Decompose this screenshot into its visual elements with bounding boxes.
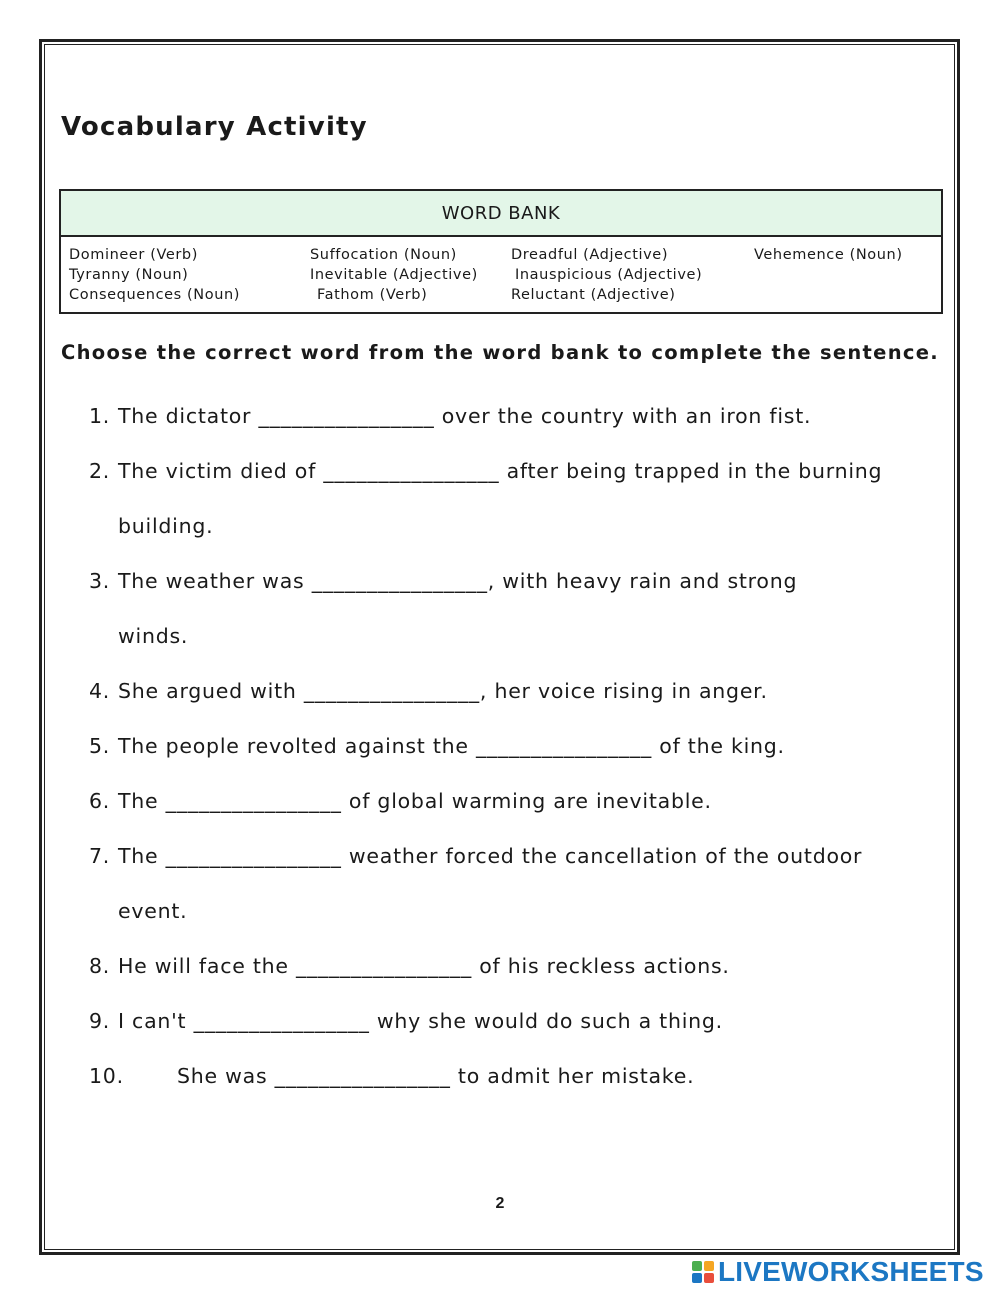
- question-text: She argued with ________________, her voice rising in anger.: [118, 679, 768, 703]
- question-text: I can't ________________ why she would do such a thing.: [118, 1009, 723, 1033]
- question-text: The ________________ of global warming are inevitable.: [118, 789, 712, 813]
- question-number: 10.: [89, 1064, 124, 1088]
- word-bank-item: Tyranny (Noun): [69, 267, 189, 283]
- instruction-text: Choose the correct word from the word bank to complete the sentence.: [61, 341, 939, 364]
- liveworksheets-logo: [692, 1256, 984, 1288]
- question-number: 8.: [89, 954, 111, 978]
- page-title: Vocabulary Activity: [61, 112, 368, 142]
- question-text-continued: building.: [118, 514, 214, 538]
- word-bank-item: Reluctant (Adjective): [511, 287, 676, 303]
- word-bank-item: Inevitable (Adjective): [310, 267, 478, 283]
- question-text-continued: event.: [118, 899, 188, 923]
- question-number: 3.: [89, 569, 111, 593]
- word-bank-heading: WORD BANK: [61, 191, 941, 237]
- word-bank-item: Suffocation (Noun): [310, 247, 457, 263]
- question-text-continued: winds.: [118, 624, 189, 648]
- question-text: The ________________ weather forced the cancellation of the outdoor: [118, 844, 863, 868]
- word-bank-item: Fathom (Verb): [317, 287, 428, 303]
- question-text: The people revolted against the ________________ of the king.: [118, 734, 785, 758]
- word-bank-item: Consequences (Noun): [69, 287, 241, 303]
- logo-text: LIVEWORKSHEETS: [718, 1256, 984, 1287]
- word-bank-item: Domineer (Verb): [69, 247, 198, 263]
- word-bank-item: Dreadful (Adjective): [511, 247, 669, 263]
- question-number: 6.: [89, 789, 111, 813]
- question-number: 9.: [89, 1009, 111, 1033]
- question-text: The weather was ________________, with heavy rain and strong: [118, 569, 798, 593]
- word-bank-list: [61, 237, 941, 314]
- question-text: The dictator ________________ over the country with an iron fist.: [118, 404, 812, 428]
- question-text: He will face the ________________ of his reckless actions.: [118, 954, 730, 978]
- question-text: She was ________________ to admit her mistake.: [177, 1064, 695, 1088]
- page-number: 2: [495, 1195, 505, 1212]
- question-number: 4.: [89, 679, 111, 703]
- word-bank-item: Vehemence (Noun): [754, 247, 903, 263]
- question-text: The victim died of ________________ after being trapped in the burning: [118, 459, 883, 483]
- question-number: 2.: [89, 459, 111, 483]
- question-number: 7.: [89, 844, 111, 868]
- word-bank-item: Inauspicious (Adjective): [515, 267, 703, 283]
- liveworksheets-blocks-icon: [692, 1261, 714, 1283]
- question-number: 1.: [89, 404, 111, 428]
- word-bank: [59, 189, 943, 314]
- question-number: 5.: [89, 734, 111, 758]
